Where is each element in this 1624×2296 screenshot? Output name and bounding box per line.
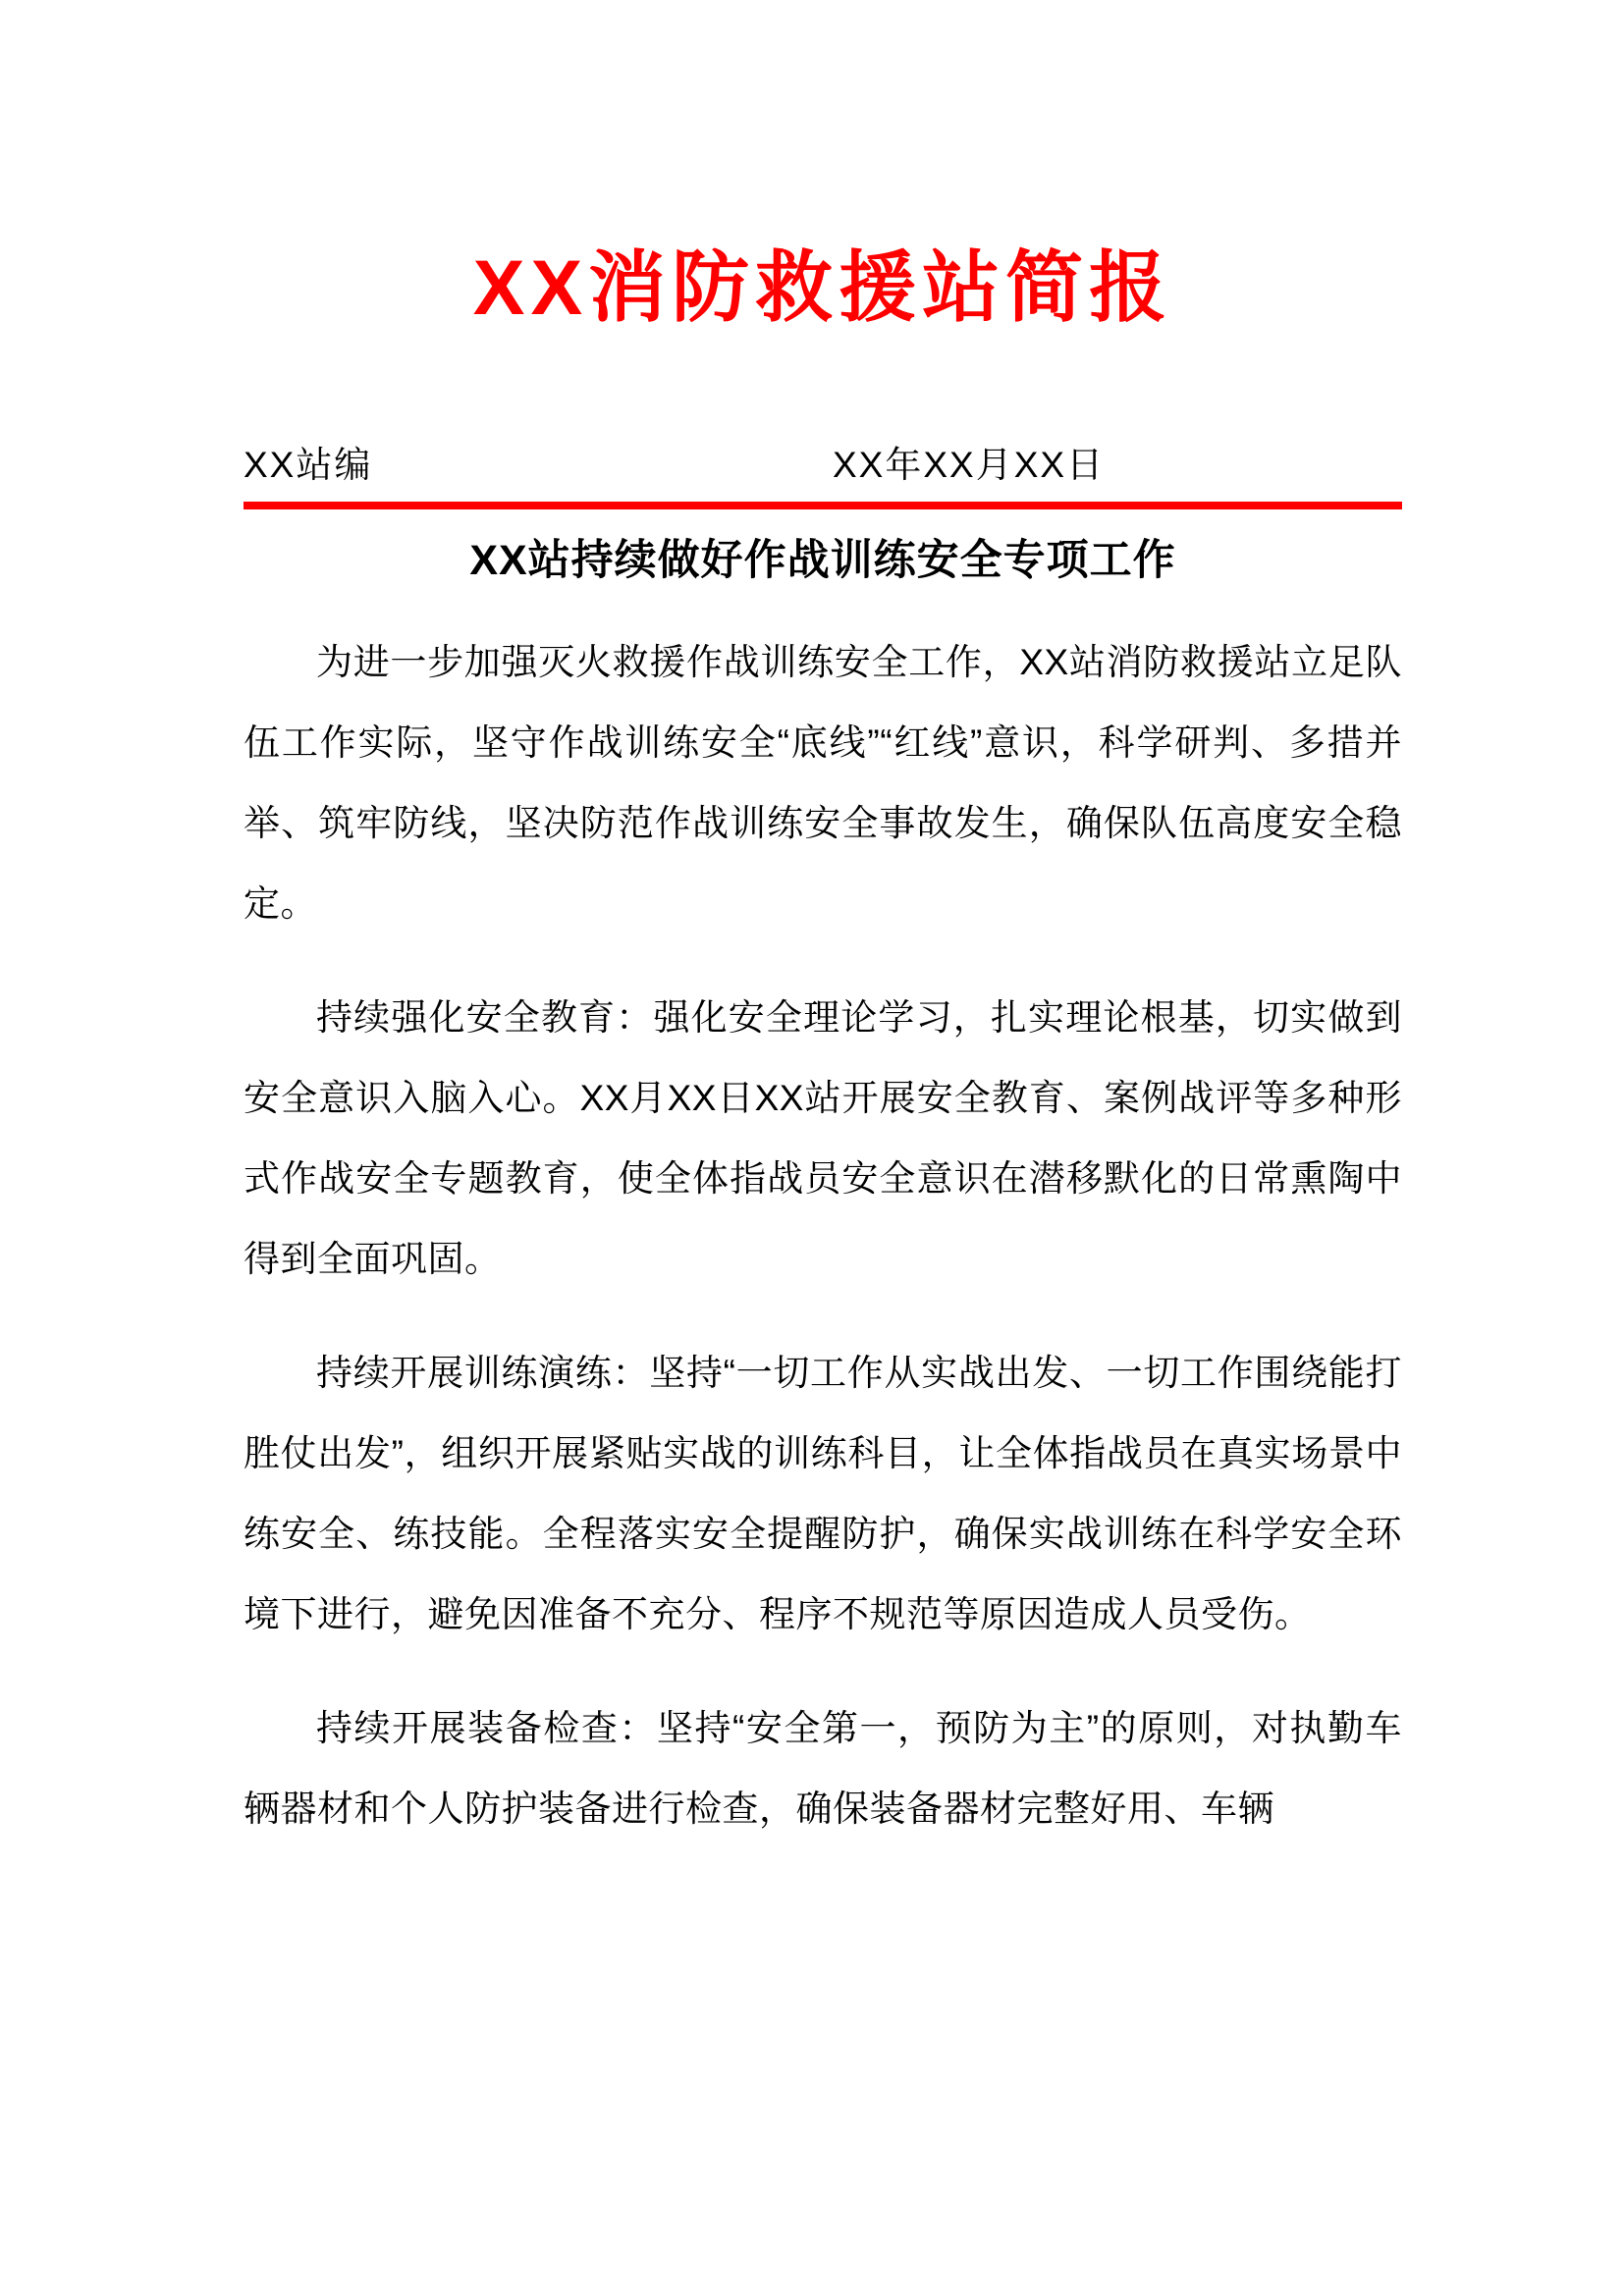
page-content-column [244, 0, 1402, 1883]
issue-date: XX年XX月XX日 [833, 444, 1106, 485]
article-body [244, 622, 1402, 1849]
body-paragraph: 持续开展装备检查：坚持“安全第一，预防为主”的原则，对执勤车辆器材和个人防护装备进行检查，确保装备器材完整好用、车辆 [244, 1708, 1402, 1830]
masthead-title: XX消防救援站简报 [472, 243, 1173, 331]
body-paragraph: 持续开展训练演练：坚持“一切工作从实战出发、一切工作围绕能打胜仗出发”，组织开展紧贴实战的训练科目，让全体指战员在真实场景中练安全、练技能。全程落实安全提醒防护，确保实战训练在科学安全环境下进行，避免因准备不充分、程序不规范等原因造成人员受伤。 [244, 1353, 1402, 1635]
body-paragraph: 为进一步加强灭火救援作战训练安全工作，XX站消防救援站立足队伍工作实际，坚守作战训练安全“底线”“红线”意识，科学研判、多措并举、筑牢防线，坚决防范作战训练安全事故发生，确保队伍高度安全稳定。 [244, 642, 1402, 925]
issue-info-bar [244, 439, 1402, 509]
issuer-label: XX站编 [244, 444, 373, 485]
body-paragraph: 持续强化安全教育：强化安全理论学习，扎实理论根基，切实做到安全意识入脑入心。XX月XX日XX站开展安全教育、案例战评等多种形式作战安全专题教育，使全体指战员安全意识在潜移默化的日常熏陶中得到全面巩固。 [244, 997, 1402, 1280]
article-heading: XX站持续做好作战训练安全专项工作 [469, 536, 1176, 584]
masthead-divider-rule [244, 502, 1402, 509]
masthead [244, 0, 1402, 329]
